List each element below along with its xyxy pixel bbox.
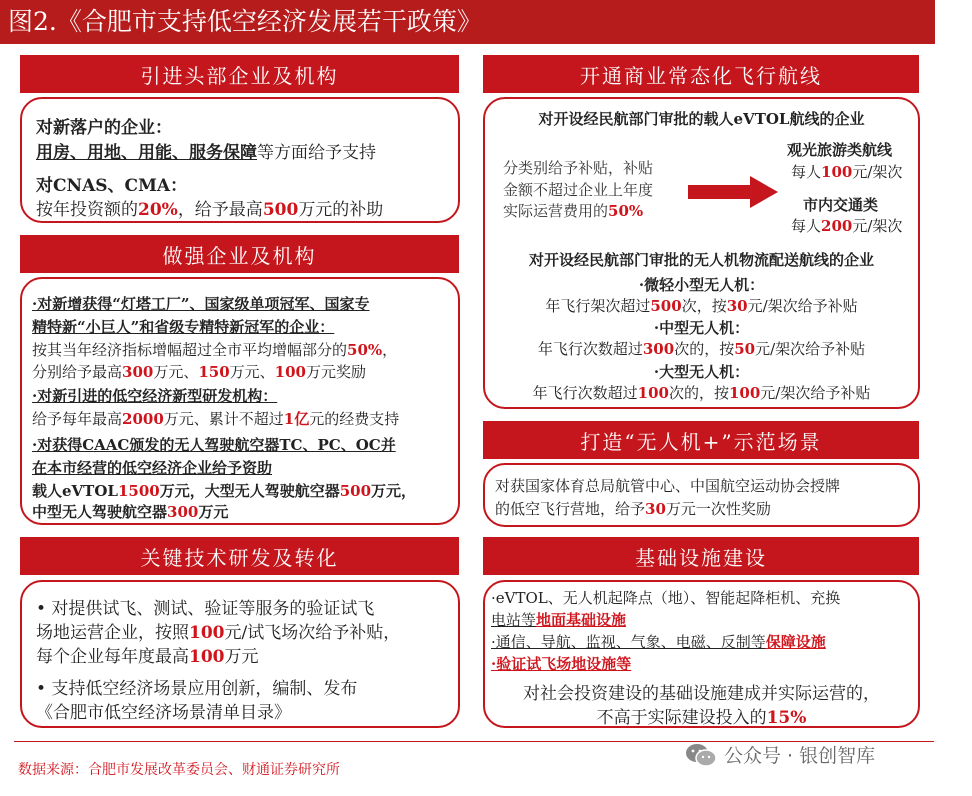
section-box-strengthen-enterprises: [20, 277, 460, 525]
cnas-cma-heading: 对CNAS、CMA：: [36, 176, 188, 196]
camp-reward-line2: 的低空飞行营地，给予30万元一次性奖励: [495, 500, 771, 518]
evtol-subsidy-line1: 分类别给予补贴，补贴: [503, 159, 654, 177]
award-enterprises-line1: ·对新增获得“灯塔工厂”、国家级单项冠军、国家专: [32, 295, 370, 313]
medium-drone-subsidy: 年飞行次数超过300次的，按50元/架次给予补贴: [537, 340, 866, 358]
section-header-leading-enterprises: 引进头部企业及机构: [20, 55, 459, 93]
city-route-price: 每人200元/架次: [791, 217, 903, 235]
rd-institution-heading: ·对新引进的低空经济新型研发机构：: [32, 387, 278, 405]
city-route-label: 市内交通类: [803, 196, 879, 214]
medium-drone-label: ·中型无人机：: [653, 319, 750, 337]
caac-amounts-line2: 中型无人驾驶航空器300万元: [32, 503, 229, 521]
award-enterprises-rule: 按其当年经济指标增幅超过全市平均增幅部分的50%，: [32, 341, 398, 359]
caac-amounts-line1: 载人eVTOL1500万元，大型无人驾驶航空器500万元，: [32, 482, 417, 500]
section-box-drone-plus: [483, 463, 920, 527]
award-enterprises-line2: 精特新“小巨人”和省级专精特新冠军的企业：: [32, 318, 335, 336]
ground-facilities-line1: ·eVTOL、无人机起降点（地）、智能起降柜机、充换: [491, 589, 841, 607]
test-site-facilities: ·验证试飞场地设施等: [491, 655, 632, 673]
test-flight-line3: 每个企业每年度最高100万元: [36, 647, 259, 667]
watermark: 公众号 · 银创智库: [684, 741, 875, 768]
caac-heading-line1: ·对获得CAAC颁发的无人驾驶航空器TC、PC、OC并: [32, 436, 396, 454]
infrastructure-subsidy-line2: 不高于实际建设投入的15%: [596, 708, 807, 728]
test-flight-line1: • 对提供试飞、测试、验证等服务的验证试飞: [36, 599, 375, 619]
test-flight-line2: 场地运营企业，按照100元/试飞场次给予补贴，: [36, 623, 401, 643]
section-header-infrastructure: 基础设施建设: [483, 537, 919, 575]
section-box-rd-transformation: [20, 580, 460, 728]
arrow-right-icon: [688, 176, 778, 208]
tourism-route-price: 每人100元/架次: [791, 163, 903, 181]
cnas-cma-subsidy: 按年投资额的20%，给予最高500万元的补助: [36, 200, 384, 220]
award-enterprises-amounts: 分别给予最高300万元、150万元、100万元奖励: [32, 363, 366, 381]
caac-heading-line2: 在本市经营的低空经济企业给予资助: [32, 459, 273, 477]
tourism-route-label: 观光旅游类航线: [787, 141, 893, 159]
camp-reward-line1: 对获国家体育总局航管中心、中国航空运动协会授牌: [495, 477, 841, 495]
infrastructure-subsidy-line1: 对社会投资建设的基础设施建成并实际运营的，: [523, 684, 880, 704]
data-source: 数据来源：合肥市发展改革委员会、财通证券研究所: [18, 762, 340, 778]
ground-facilities-line2: 电站等地面基础设施: [491, 611, 627, 629]
section-header-rd-transformation: 关键技术研发及转化: [20, 537, 459, 575]
scenario-line2: 《合肥市低空经济场景清单目录》: [36, 703, 291, 723]
micro-drone-label: ·微轻小型无人机：: [638, 276, 765, 294]
section-header-commercial-routes: 开通商业常态化飞行航线: [483, 55, 919, 93]
title-bar: [0, 0, 935, 44]
wechat-icon: [684, 742, 718, 768]
section-header-strengthen-enterprises: 做强企业及机构: [20, 235, 459, 273]
evtol-route-heading: 对开设经民航部门审批的载人eVTOL航线的企业: [538, 110, 865, 128]
evtol-subsidy-line3: 实际运营费用的50%: [503, 202, 644, 220]
evtol-subsidy-line2: 金额不超过企业上年度: [503, 181, 654, 199]
section-box-infrastructure: [483, 580, 920, 728]
support-facilities: ·通信、导航、监视、气象、电磁、反制等保障设施: [491, 633, 826, 651]
page-title: 图2.《合肥市支持低空经济发展若干政策》: [8, 7, 482, 36]
large-drone-subsidy: 年飞行次数超过100次的，按100元/架次给予补贴: [532, 384, 871, 402]
section-box-leading-enterprises: [20, 97, 460, 223]
scenario-line1: • 支持低空经济场景应用创新，编制、发布: [36, 679, 358, 699]
section-box-commercial-routes: [483, 97, 920, 409]
large-drone-label: ·大型无人机：: [653, 363, 750, 381]
new-enterprise-heading: 对新落户的企业：: [36, 118, 172, 138]
section-header-drone-plus: 打造“无人机+”示范场景: [483, 421, 919, 459]
drone-route-heading: 对开设经民航部门审批的无人机物流配送航线的企业: [528, 251, 874, 269]
micro-drone-subsidy: 年飞行架次超过500次，按30元/架次给予补贴: [545, 297, 858, 315]
rd-institution-funding: 给予每年最高2000万元、累计不超过1亿元的经费支持: [32, 410, 400, 428]
new-enterprise-support: 用房、用地、用能、服务保障等方面给予支持: [36, 143, 376, 163]
